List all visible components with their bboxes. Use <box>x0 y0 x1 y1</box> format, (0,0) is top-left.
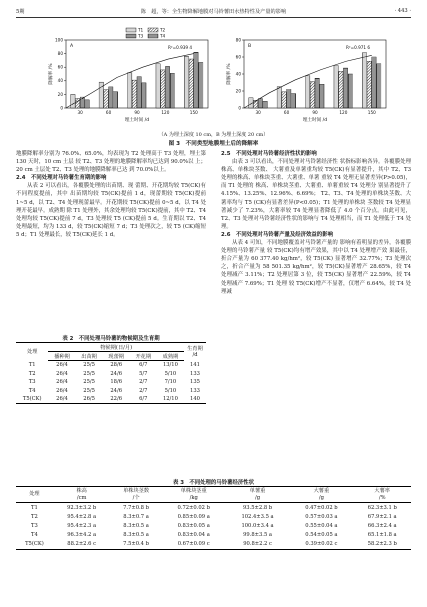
y-tick-label: 20 <box>57 91 63 97</box>
figure-caption: 图 3 不同类型地膜埋土后的降解率 <box>168 141 259 147</box>
table-3-caption: 表 3 不同处理的马铃薯经济性状 <box>172 480 255 486</box>
bar-T3-60 <box>287 89 291 108</box>
table-2-cell-2-4: 2/7 <box>139 379 148 386</box>
bar-T4-60 <box>291 94 295 108</box>
legend-swatch-T3 <box>126 34 136 38</box>
bar-T4-30 <box>85 100 89 108</box>
x-tick-label: 120 <box>339 110 348 115</box>
table-3-cell-4-4: 90.8±2.2 c <box>226 540 290 549</box>
table-2-cell-3-4: 2/7 <box>139 387 148 394</box>
table-2-cell-1-0: T2 <box>28 370 36 377</box>
y-tick-label: 100 <box>55 37 63 43</box>
chart-a <box>44 22 214 130</box>
bar-T4-90 <box>320 84 324 108</box>
y-tick-label: 80 <box>235 37 241 43</box>
table-2-header-treatment: 处理 <box>16 343 48 361</box>
table-3-cell-2-3: 0.83±0.05 a <box>177 522 210 529</box>
table-3-cell-0-5: 0.47±0.02 b <box>305 504 338 511</box>
bar-T4-150 <box>377 64 381 108</box>
bar-T2-30 <box>75 98 79 108</box>
y-tick-label: 40 <box>57 78 63 84</box>
table-3-cell-4-2: 7.5±0.4 b <box>110 540 161 549</box>
table-2-subheader-0: 播种期 <box>48 352 75 361</box>
table-3-cell-0-6: 62.3±3.1 b <box>367 504 397 511</box>
table-2-cell-0-2: 25/5 <box>83 362 95 369</box>
table-2-cell-3-3: 24/6 <box>110 387 123 394</box>
table-3 <box>16 486 411 550</box>
y-tick-label: 40 <box>235 71 241 77</box>
table-2-cell-3-1: 26/4 <box>56 387 68 394</box>
legend-swatch-T2 <box>148 28 158 32</box>
table-2-cell-3-2: 25/5 <box>83 387 95 394</box>
bar-T2-150 <box>367 61 371 108</box>
table-2-header-phenology: 物候期(日/月) <box>48 343 184 352</box>
table-row <box>16 521 411 530</box>
right-paragraph-1: 由表 3 可以看出，不同处理对马铃薯经济性 状指标影响各异。各覆膜处理株高、单株块茎数、 大薯重及单薯重均较 T5(CK)有显著提升，其中 T2、T3 处理的株高、单株块茎重、大薯重、单薯 重较 T4 处理无显著差异(P>0.05)，而 T1 处理的 株高、单株块茎重、大薯重、单薯重较 T4 处理分 别显著提升了 4.15%、13.25%、12.96%、6.69%； T2、T3、T4 处理的单株块茎数、大薯率均与 T5 (CK)有显著差异(P<0.05)；T1 处理的单株块 茎数较 T4 处理显著减少了 7.23%，大薯率较 T4 处理显著降低了 4.0 个百分点。由此可见，T2、T3 处理对马铃薯经济性状的影响与 T4 处理相当，而 T1 处理低于 T4 处理。 <box>221 159 411 230</box>
table-2-cell-1-2: 25/5 <box>83 370 95 377</box>
r-squared-label: R²=0.971 6 <box>346 45 371 50</box>
x-tick-label: 90 <box>134 110 140 115</box>
y-tick-label: 60 <box>235 54 241 60</box>
x-tick-label: 120 <box>161 110 170 115</box>
section-2-5-heading: 2.5 不同处理对马铃薯经济性状的影响 <box>221 151 317 157</box>
r-squared-label: R²=0.939 4 <box>168 45 193 50</box>
section-2-6-heading: 2.6 不同处理对马铃薯产量及经济效益的影响 <box>221 231 333 238</box>
page-number: · 443 · <box>394 8 411 14</box>
bar-T4-120 <box>170 73 174 108</box>
figure-3b <box>222 22 392 130</box>
table-2-cell-4-4: 6/7 <box>130 395 157 404</box>
table-2-cell-4-3: 22/6 <box>103 395 130 404</box>
table-2-cell-4-6: 140 <box>184 395 206 404</box>
x-axis-label: 埋土时间 /d <box>302 118 328 123</box>
y-tick-label: 80 <box>57 51 63 56</box>
table-3-cell-0-1: 92.3±3.2 b <box>67 504 97 511</box>
table-3-cell-1-0: T2 <box>31 513 38 520</box>
left-paragraph-2: 从表 2 可以看出，各覆膜处理的出苗期、现 蕾期、开花期均较 T5(CK)有不同程度提前，其中 出苗期均较 T5(CK)提前 1 d，现蕾期较 T5(CK)提前 1~5 d，以 T2、T4 处理现蕾最早。开花期较 T5(CK)提前 0~5 d，以 T4 处理开花最早。成熟期 除 T1 处理外，其余处理均较 T5(CK)提前，其中 T2、T4 处理均较 T5(CK)提前 7 d，T3 处理较 T5 (CK)提前 5 d。生育期以 T2、T4 处理最短，均为 133 d，较 T5(CK)缩短 7 d；T3 处理次之，较 T5 (CK)缩短 5 d；T1 处理最长，较 T5(CK)延长 1 d。 <box>16 183 206 238</box>
table-3-cell-4-3: 0.67±0.09 c <box>162 540 226 549</box>
table-3-cell-2-5: 0.55±0.04 a <box>305 522 338 529</box>
bar-T3-30 <box>258 99 262 108</box>
legend-swatch-T4 <box>148 34 158 38</box>
left-paragraph-1: 地膜降解率分别为 76.0%、65.0%，均表现为 T2 处理高于 T3 处理，埋土第 130 天时，10 cm 土层 较 T2、T3 处理的地膜降解率均已达到 90.0%以 上；20 cm 土层处 T2、T3 处理的地膜降解率已达 到 70.0%以上。 <box>16 151 206 174</box>
bar-T4-30 <box>263 101 267 108</box>
table-3-cell-1-4: 102.4±3.5 a <box>241 513 274 520</box>
table-row <box>16 540 411 549</box>
bar-T2-60 <box>282 92 286 108</box>
header-rule <box>16 17 411 18</box>
chart-b <box>222 22 392 130</box>
table-2-cell-0-1: 26/4 <box>56 362 68 369</box>
table-3-cell-2-1: 95.4±2.3 a <box>67 522 97 529</box>
bar-T3-120 <box>343 68 347 108</box>
bar-T1-90 <box>128 73 132 108</box>
table-row <box>16 395 206 404</box>
table-2-cell-2-0: T3 <box>28 379 36 386</box>
table-3-cell-3-3: 0.83±0.04 a <box>177 532 210 539</box>
table-3-cell-0-4: 93.5±2.8 b <box>243 504 273 511</box>
x-tick-label: 150 <box>189 110 198 115</box>
table-3-header-3: 单株块茎重 /kg <box>162 487 226 503</box>
x-tick-label: 90 <box>312 110 318 115</box>
table-2-cell-2-6: 135 <box>190 379 200 386</box>
table-row <box>16 369 206 378</box>
table-3-header-4: 单薯重 /g <box>226 487 290 503</box>
bar-T4-120 <box>348 74 352 108</box>
table-3-cell-3-1: 96.3±4.2 a <box>67 532 97 539</box>
table-3-cell-3-6: 65.1±1.8 a <box>367 532 397 539</box>
table-2-cell-0-0: T1 <box>28 362 36 369</box>
bar-T2-120 <box>161 70 165 108</box>
figure-3a <box>44 22 214 130</box>
table-2-subheader-3: 开花期 <box>130 352 157 361</box>
bar-T2-30 <box>253 100 257 108</box>
table-3-cell-1-1: 95.4±2.8 a <box>67 513 97 520</box>
table-2-header-growth: 生育期 /d <box>184 343 206 361</box>
table-3-header-1: 株高 /cm <box>53 487 111 503</box>
table-3-header-5: 大薯重 /g <box>289 487 353 503</box>
bar-T2-60 <box>104 90 108 108</box>
table-3-cell-1-2: 8.3±0.7 a <box>123 513 149 520</box>
table-row <box>16 531 411 540</box>
table-2-cell-1-4: 5/7 <box>139 370 148 377</box>
table-row <box>16 378 206 387</box>
table-3-cell-4-0: T5(CK) <box>16 540 53 549</box>
bar-T4-90 <box>142 83 146 108</box>
left-column <box>16 150 206 239</box>
running-title: 陈 超，等：全生物降解地膜对马铃薯田水热特性及产量的影响 <box>140 9 287 15</box>
table-2-cell-4-1: 26/4 <box>48 395 75 404</box>
x-tick-label: 60 <box>283 110 290 115</box>
table-3-cell-2-0: T3 <box>31 522 38 529</box>
x-tick-label: 150 <box>367 110 376 115</box>
table-2-cell-0-6: 141 <box>190 362 200 369</box>
panel-label: B <box>248 44 252 49</box>
table-2-cell-2-3: 18/6 <box>110 379 123 386</box>
panel-label: A <box>70 44 74 49</box>
bar-T3-90 <box>137 77 141 108</box>
y-tick-label: 20 <box>235 88 241 94</box>
table-2-cell-2-1: 26/4 <box>56 379 68 386</box>
bar-T1-120 <box>334 66 338 109</box>
y-axis-label: 降解率 /% <box>49 63 54 85</box>
table-2-cell-2-5: 7/10 <box>164 379 177 386</box>
table-3-cell-1-5: 0.57±0.03 a <box>305 513 338 520</box>
table-row <box>16 512 411 521</box>
x-tick-label: 30 <box>255 110 261 115</box>
table-2-cell-4-5: 12/10 <box>157 395 184 404</box>
right-paragraph-2: 从表 4 可知，不同地膜覆盖对马铃薯产量的 影响有着明显的差异，各覆膜处理的马铃薯产量 较 T5(CK)均有增产效果，其中以 T4 处理增产效 果最佳，折合产量为 60 377.40 kg/hm²，较 T5(CK) 显著增产 32.77%；T3 处理次之，折合产量为 58 501.35 kg/hm²，较 T5(CK)显著增产 28.65%，较 T4 处理减产 3.11%；T2 处理居第 3 位，较 T5(CK) 显著增产 22.59%，较 T4 处理减产 7.69%；T1 处理 较 T5(CK)增产不显著，仅增产 6.64%，较 T4 处理减 <box>221 240 411 295</box>
bar-T2-90 <box>132 80 136 108</box>
section-2-4-heading: 2.4 不同处理对马铃薯生育期的影响 <box>16 175 107 182</box>
right-column <box>221 150 411 296</box>
y-axis-label: 降解率 /% <box>227 63 232 85</box>
table-3-cell-2-6: 66.3±2.4 a <box>367 522 397 529</box>
table-3-cell-3-5: 0.54±0.05 a <box>305 532 338 539</box>
table-3-cell-1-3: 0.85±0.09 a <box>177 513 210 520</box>
bar-T2-150 <box>189 59 193 108</box>
table-3-cell-2-4: 100.0±3.4 a <box>241 522 274 529</box>
table-2-cell-3-0: T4 <box>28 387 36 394</box>
bar-T1-30 <box>71 94 75 108</box>
table-row <box>16 361 206 370</box>
legend-label-T4: T4 <box>160 33 166 39</box>
x-axis-label: 埋土时间 /d <box>124 118 150 123</box>
x-tick-label: 60 <box>105 110 112 115</box>
table-3-cell-2-2: 8.3±0.5 a <box>123 522 149 529</box>
table-3-cell-4-6: 58.2±2.3 b <box>353 540 411 549</box>
table-2-caption: 表 2 不同处理马铃薯的物候期及生育期 <box>62 336 160 342</box>
bar-T1-150 <box>184 56 188 108</box>
table-3-header-6: 大薯率 /% <box>353 487 411 503</box>
table-3-cell-4-1: 88.2±2.6 c <box>53 540 111 549</box>
table-2-cell-3-5: 5/10 <box>164 387 177 394</box>
bar-T3-90 <box>315 78 319 108</box>
y-tick-label: 0 <box>60 105 63 111</box>
table-3-cell-0-3: 0.72±0.02 b <box>177 504 210 511</box>
table-2-cell-2-2: 25/5 <box>83 379 95 386</box>
table-3-header-0: 处理 <box>16 487 53 503</box>
table-3-cell-0-2: 7.7±0.8 b <box>123 504 149 511</box>
table-3-cell-3-2: 8.3±0.5 a <box>123 532 149 539</box>
bar-T1-120 <box>156 64 160 108</box>
table-2-cell-0-5: 13/10 <box>162 362 178 369</box>
bar-T4-60 <box>113 92 117 108</box>
table-2-cell-0-3: 28/6 <box>110 362 123 369</box>
bar-T3-150 <box>194 52 198 108</box>
legend-swatch-T1 <box>126 28 136 32</box>
legend-label-T2: T2 <box>160 27 166 33</box>
bar-T1-150 <box>362 53 366 108</box>
table-2-subheader-1: 出苗期 <box>76 352 103 361</box>
table-2-cell-0-4: 6/7 <box>139 362 148 369</box>
table-row <box>16 503 411 512</box>
bar-T3-60 <box>109 87 113 108</box>
y-tick-label: 0 <box>238 105 241 111</box>
table-2-cell-1-1: 26/4 <box>56 370 68 377</box>
table-2-cell-3-6: 133 <box>190 387 200 394</box>
table-2-subheader-2: 现蕾期 <box>103 352 130 361</box>
table-2-cell-1-6: 133 <box>190 370 200 377</box>
table-2-cell-4-2: 26/5 <box>76 395 103 404</box>
bar-T2-90 <box>310 82 314 108</box>
bar-T3-150 <box>372 57 376 108</box>
table-2-cell-1-5: 5/10 <box>164 370 177 377</box>
bar-T1-60 <box>277 87 281 108</box>
legend-label-T1: T1 <box>138 27 144 33</box>
issue-number: 5期 <box>16 9 25 15</box>
table-3-cell-3-0: T4 <box>31 532 38 539</box>
table-2-cell-1-3: 24/6 <box>110 370 123 377</box>
bar-T4-150 <box>199 62 203 108</box>
table-row <box>16 387 206 396</box>
table-2-subheader-4: 成熟期 <box>157 352 184 361</box>
table-3-cell-1-6: 67.9±2.1 a <box>367 513 397 520</box>
figure-note: （A 为埋土深度 10 cm，B 为埋土深度 20 cm） <box>158 132 269 138</box>
table-3-cell-3-4: 99.8±3.5 a <box>243 532 272 539</box>
y-tick-label: 60 <box>57 64 63 70</box>
bar-T3-120 <box>165 67 169 108</box>
table-3-cell-4-5: 0.39±0.02 c <box>289 540 353 549</box>
table-3-cell-0-0: T1 <box>31 504 38 511</box>
legend-label-T3: T3 <box>138 33 144 39</box>
bar-T2-120 <box>339 71 343 108</box>
table-2-cell-4-0: T5(CK) <box>16 395 48 404</box>
bar-T1-90 <box>306 76 310 108</box>
x-tick-label: 30 <box>77 110 83 115</box>
table-2 <box>16 342 206 404</box>
table-3-header-2: 单株块茎数 /个 <box>110 487 161 503</box>
